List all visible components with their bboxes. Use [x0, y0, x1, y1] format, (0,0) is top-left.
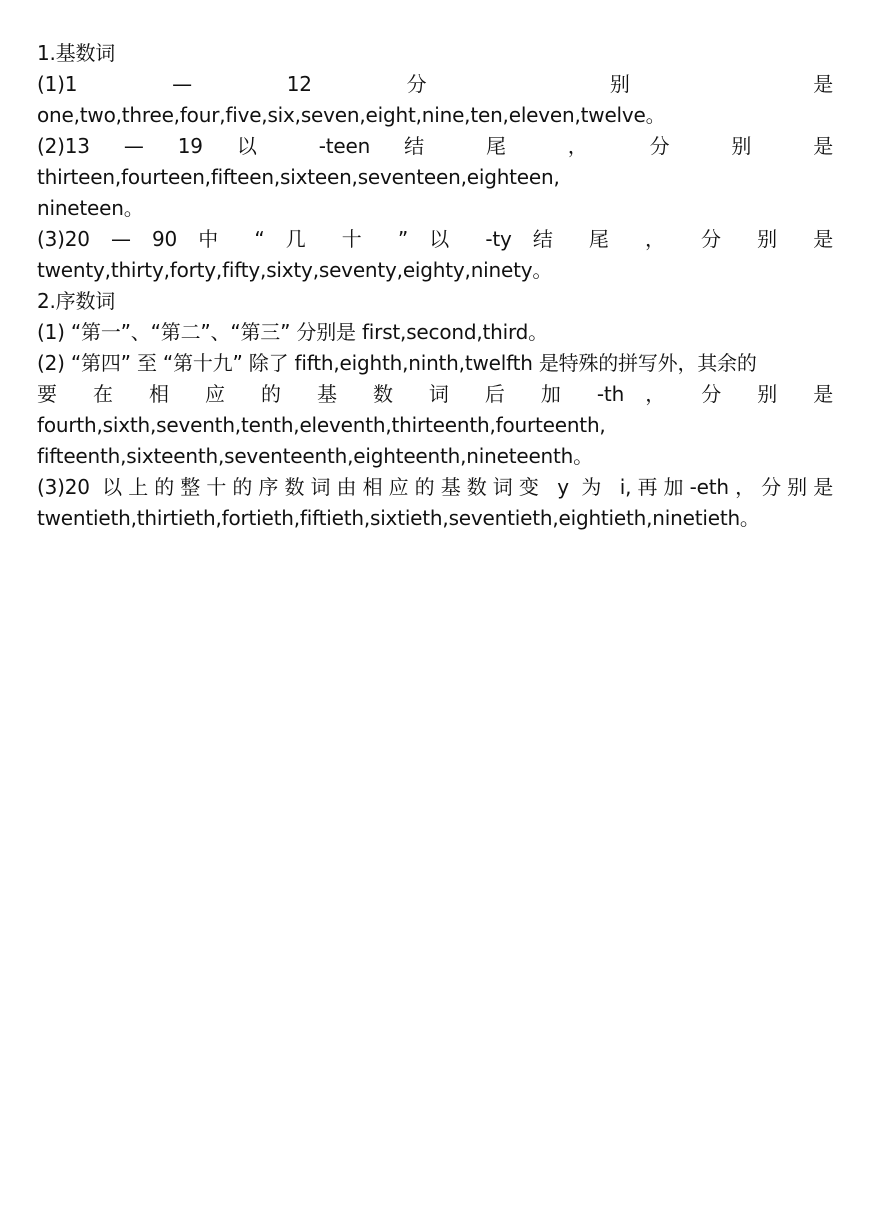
text-line: 要 在 相 应 的 基 数 词 后 加 -th ， 分 别 是 [37, 382, 833, 406]
document-body [37, 38, 833, 534]
text-line: (2) “第四” 至 “第十九” 除了 fifth,eighth,ninth,twelfth 是特殊的拼写外，其余的 [37, 351, 757, 375]
text-line: (1)1 — 12 分 别 是 [37, 72, 833, 96]
text-line: (2)13 — 19 以 -teen 结 尾 ， 分 别 是 [37, 134, 833, 158]
text-line: nineteen。 [37, 196, 144, 220]
text-line: twenty,thirty,forty,fifty,sixty,seventy,eighty,ninety。 [37, 258, 553, 282]
text-line: (1) “第一”、“第二”、“第三” 分别是 first,second,third。 [37, 320, 548, 344]
text-line: fourth,sixth,seventh,tenth,eleventh,thirteenth,fourteenth, [37, 413, 606, 437]
text-line: fifteenth,sixteenth,seventeenth,eighteenth,nineteenth。 [37, 444, 593, 468]
section-heading-ordinal: 2.序数词 [37, 289, 116, 313]
text-line: (3)20 以上的整十的序数词由相应的基数词变 y 为 i,再加-eth，分别是 [37, 475, 833, 499]
text-line: one,two,three,four,five,six,seven,eight,nine,ten,eleven,twelve。 [37, 103, 666, 127]
text-line: twentieth,thirtieth,fortieth,fiftieth,sixtieth,seventieth,eightieth,ninetieth。 [37, 506, 760, 530]
text-line: (3)20 — 90 中 “ 几 十 ” 以 -ty 结 尾 ， 分 别 是 [37, 227, 833, 251]
text-line: thirteen,fourteen,fifteen,sixteen,seventeen,eighteen, [37, 165, 560, 189]
section-heading-cardinal: 1.基数词 [37, 41, 116, 65]
